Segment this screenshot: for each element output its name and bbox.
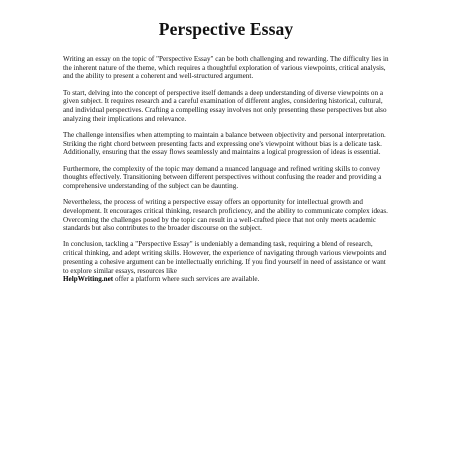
paragraph-intro: Writing an essay on the topic of "Perspective Essay" can be both challenging and rewarding. The difficulty lies in the inherent nature of the theme, which requires a thoughtful exploration of various viewpoints, critical analysis, and the ability to present a coherent and well-structured argument.	[63, 55, 389, 81]
paragraph-growth: Nevertheless, the process of writing a perspective essay offers an opportunity for intellectual growth and development. It encourages critical thinking, research proficiency, and the ability to communicate complex ideas. Overcoming the challenges posed by the topic can result in a well-crafted piece that not only meets academic standards but also contributes to the broader discourse on the subject.	[63, 198, 388, 233]
paragraph-understanding: To start, delving into the concept of perspective itself demands a deep understanding of diverse viewpoints on a given subject. It requires research and a careful examination of different angles, considering historical, cultural, and individual perspectives. Crafting a compelling essay involves not only presenting these perspectives but also analyzing their implications and relevance.	[63, 88, 387, 123]
helpwriting-link[interactable]: HelpWriting.net	[63, 275, 114, 284]
paragraph-conclusion	[63, 240, 393, 284]
document-title: Perspective Essay	[158, 19, 294, 39]
document-body	[63, 55, 393, 291]
conclusion-tail: offer a platform where such services are available.	[113, 275, 260, 284]
paragraph-complexity: Furthermore, the complexity of the topic may demand a nuanced language and refined writing skills to convey thoughts effectively. Transitioning between different perspectives without confusing the reader and providing a comprehensive understanding of the subject can be daunting.	[63, 164, 382, 190]
conclusion-text: In conclusion, tackling a "Perspective Essay" is undeniably a demanding task, requiring a blend of research, critical thinking, and adept writing skills. However, the experience of navigating through various viewpoints and presenting a cohesive argument can be intellectually enriching. If you find yourself in need of assistance or want to explore similar essays, resources like	[63, 240, 387, 275]
paragraph-objectivity: The challenge intensifies when attempting to maintain a balance between objectivity and personal interpretation. Striking the right chord between presenting facts and expressing one's viewpoint without bias is a delicate task. Additionally, ensuring that the essay flows seamlessly and maintains a logical progression of ideas is essential.	[63, 130, 386, 157]
